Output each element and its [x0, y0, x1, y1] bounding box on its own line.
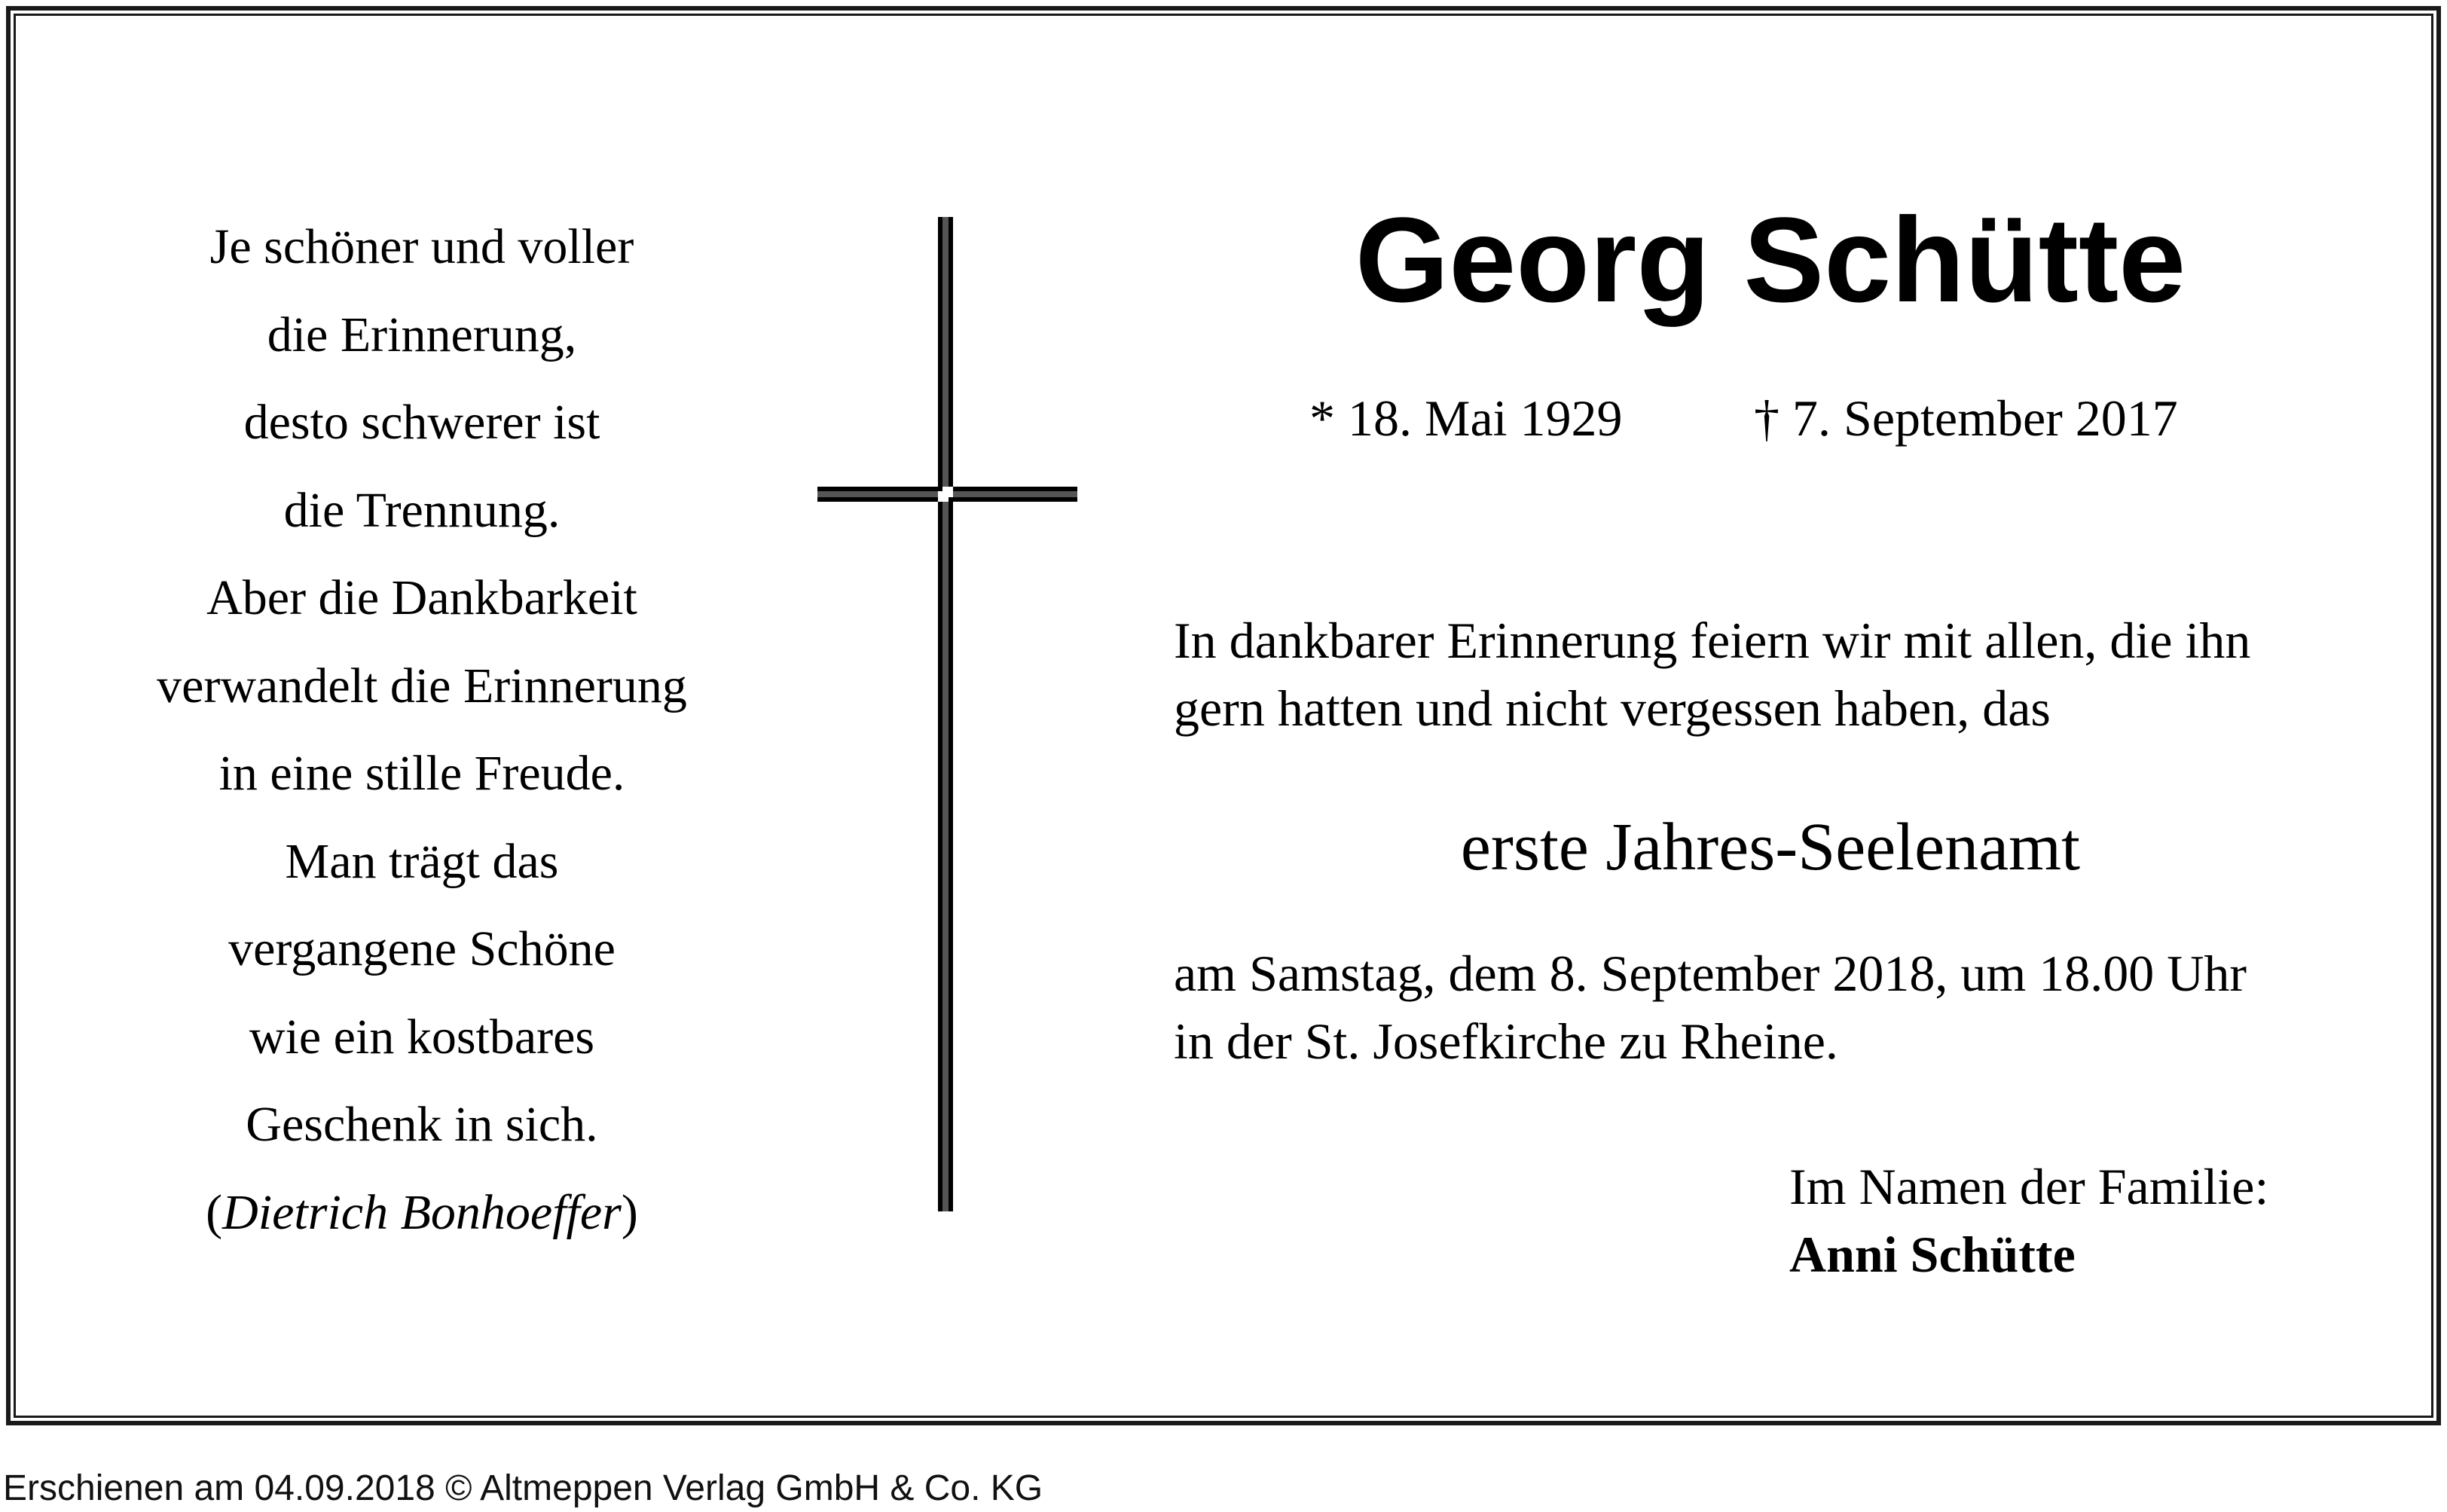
cross-icon [817, 217, 1077, 1211]
death-date: † 7. September 2017 [1754, 389, 2178, 447]
poem-line: desto schwerer ist [243, 395, 600, 450]
event-details [1174, 939, 2247, 1075]
poem-line: die Erinnerung, [267, 307, 577, 362]
deceased-name: Georg Schütte [1355, 192, 2186, 327]
intro-paragraph [1174, 606, 2250, 742]
publication-footer: Erschienen am 04.09.2018 © Altmeppen Verlag GmbH & Co. KG [3, 1468, 1043, 1508]
poem-line: verwandelt die Erinnerung [157, 658, 687, 713]
poem-line: wie ein kostbares [249, 1009, 595, 1065]
details-line: am Samstag, dem 8. September 2018, um 18.00 Uhr [1174, 945, 2247, 1002]
poem-author: (Dietrich Bonhoeffer) [206, 1184, 638, 1240]
poem-line: Je schöner und voller [209, 219, 634, 274]
signer-name: Anni Schütte [1789, 1226, 2076, 1283]
poem-line: Aber die Dankbarkeit [206, 570, 637, 625]
signoff-lead: Im Namen der Familie: [1789, 1158, 2269, 1215]
birth-date: * 18. Mai 1929 [1309, 389, 1623, 447]
details-line: in der St. Josefkirche zu Rheine. [1174, 1013, 1838, 1070]
poem-line: Geschenk in sich. [246, 1097, 598, 1152]
poem-line: die Trennung. [283, 482, 561, 538]
intro-line: gern hatten und nicht vergessen haben, das [1174, 680, 2051, 737]
memorial-poem [45, 203, 799, 1257]
intro-line: In dankbarer Erinnerung feiern wir mit allen, die ihn [1174, 612, 2251, 669]
event-title: erste Jahres-Seelenamt [1460, 810, 2081, 884]
poem-line: Man trägt das [285, 833, 559, 889]
poem-line: in eine stille Freude. [218, 746, 625, 801]
poem-line: vergangene Schöne [228, 921, 616, 976]
family-signoff [1789, 1153, 2268, 1288]
